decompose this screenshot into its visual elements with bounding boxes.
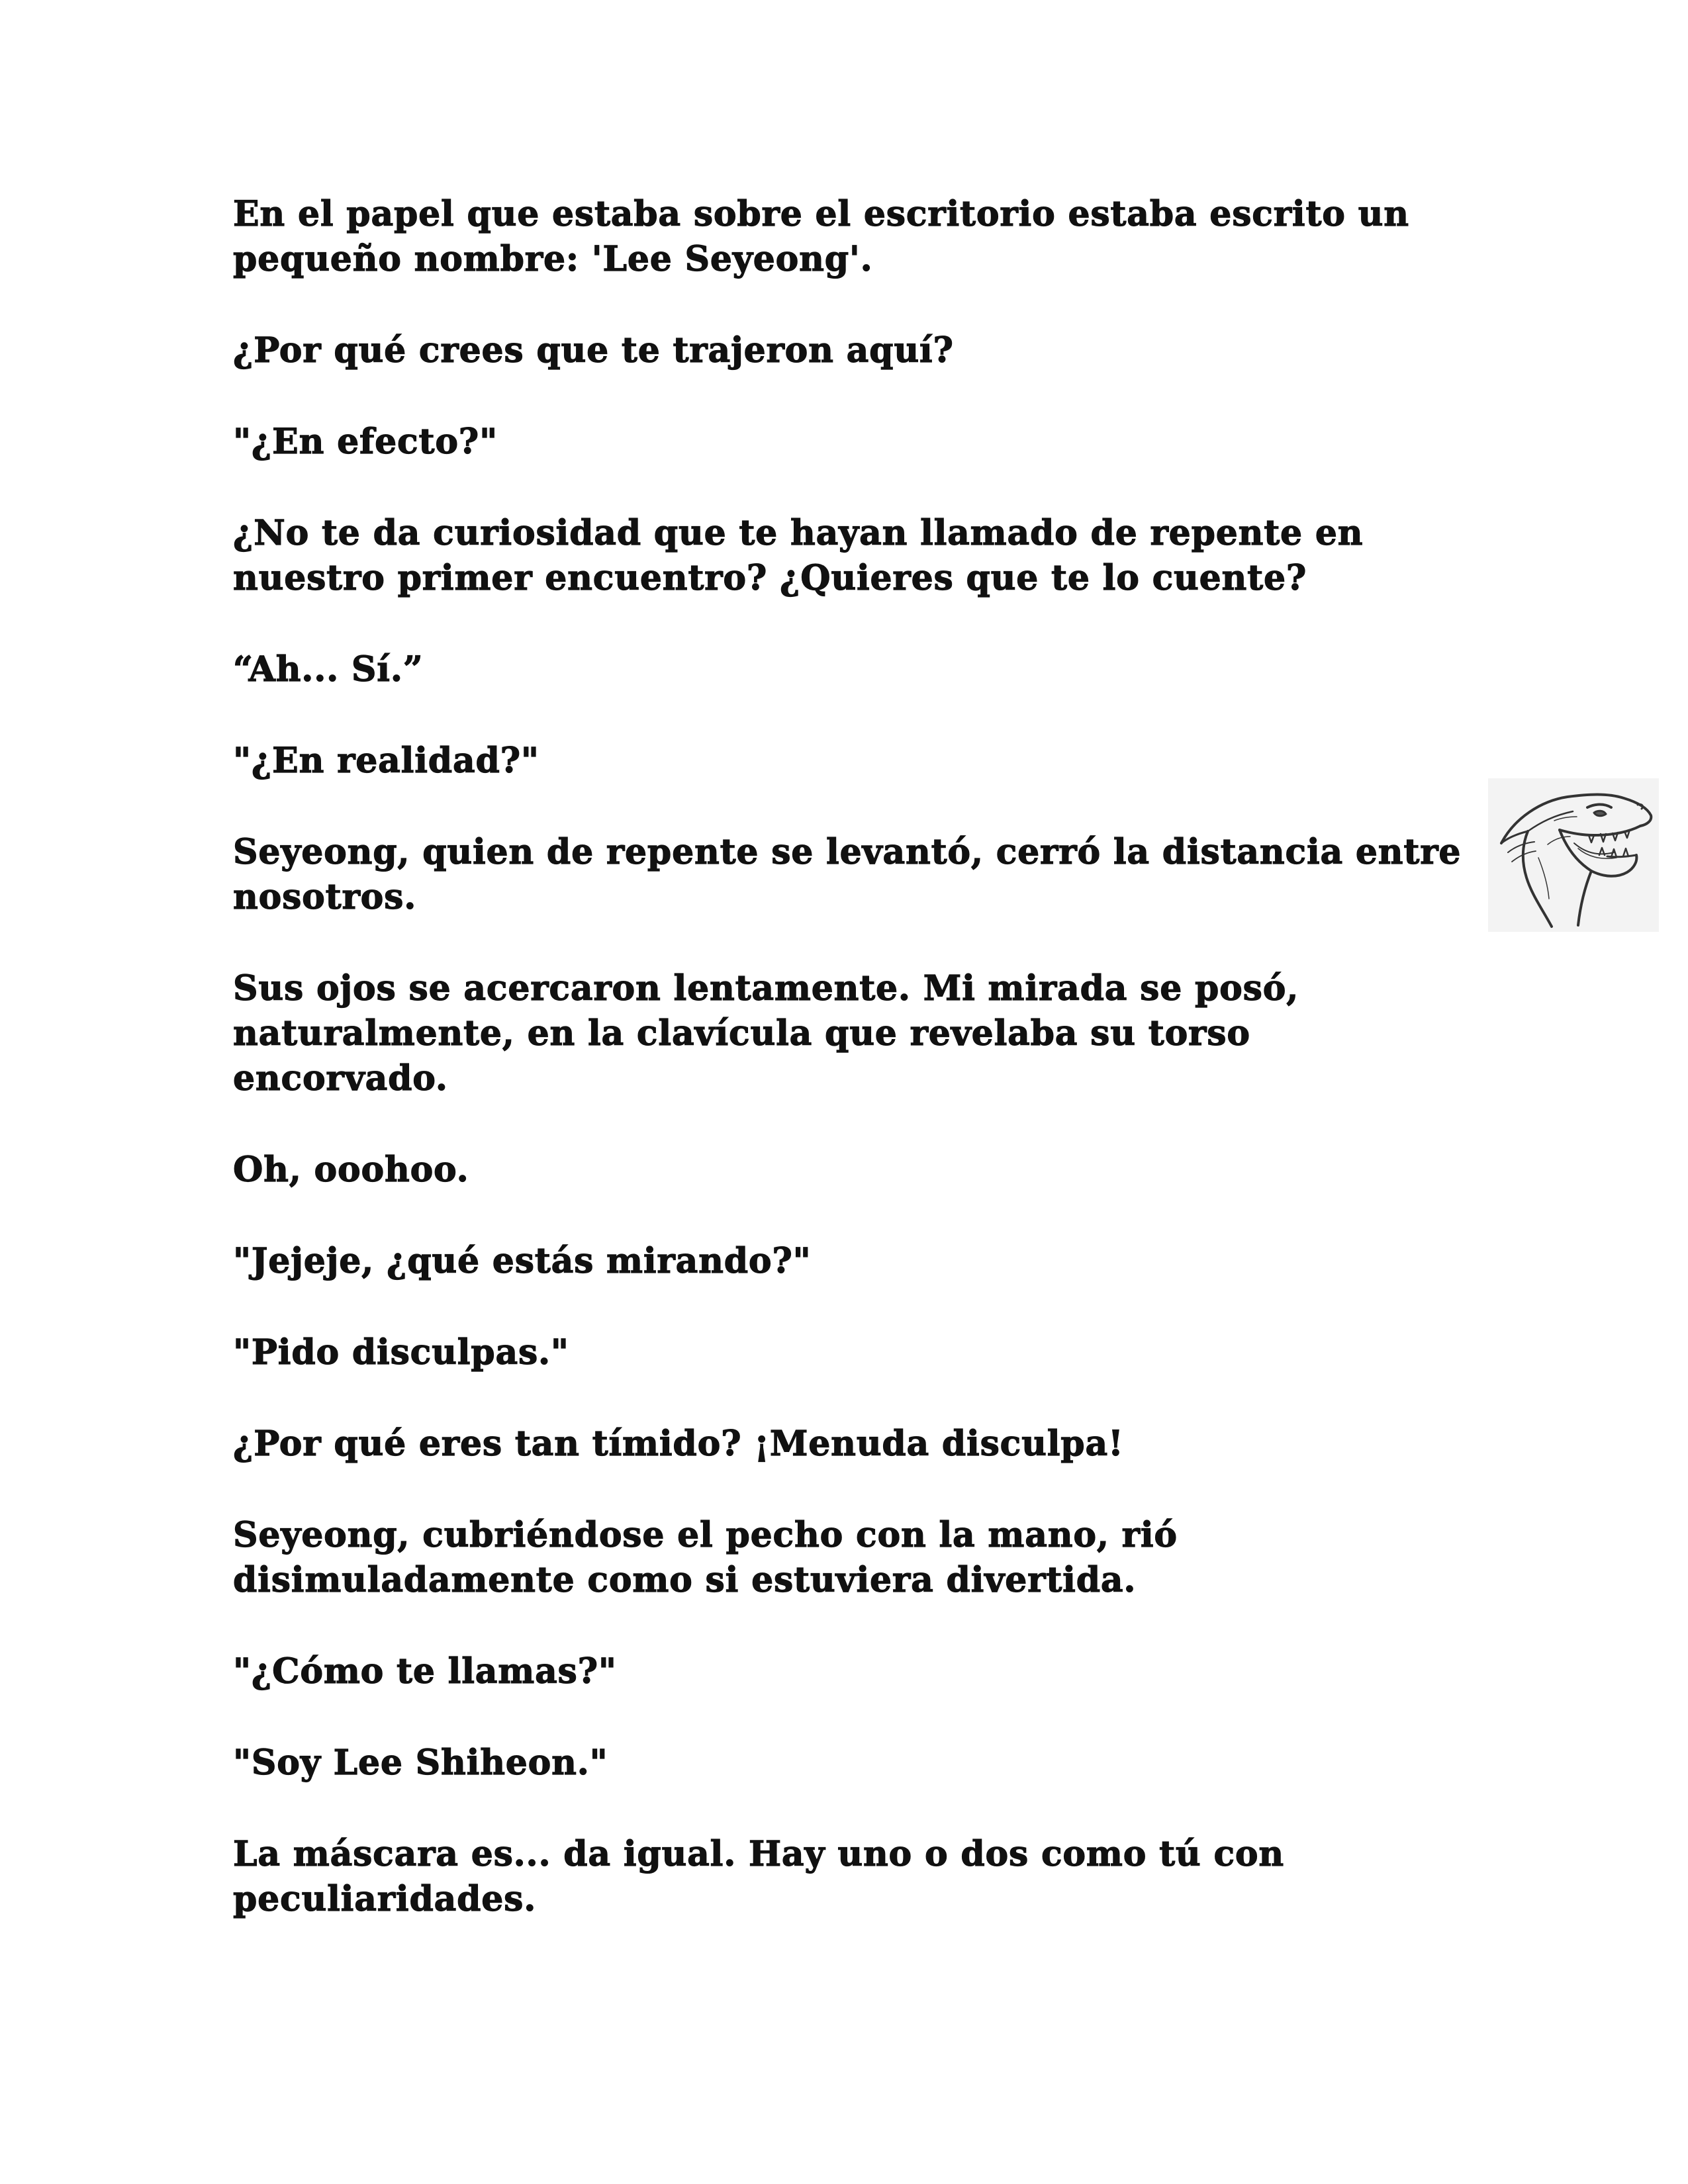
paragraph: En el papel que estaba sobre el escritorio estaba escrito un pequeño nombre: 'Lee Seyeong'. [233, 194, 1409, 279]
paragraph: La máscara es... da igual. Hay uno o dos como tú con peculiaridades. [233, 1834, 1284, 1919]
paragraph: "Pido disculpas." [233, 1332, 569, 1373]
paragraph: Seyeong, quien de repente se levantó, cerró la distancia entre nosotros. [233, 832, 1462, 917]
paragraph: "¿En realidad?" [233, 741, 539, 781]
paragraph: Sus ojos se acercaron lentamente. Mi mirada se posó, naturalmente, en la clavícula que revelaba su torso encorvado. [233, 968, 1299, 1099]
paragraph: "¿En efecto?" [233, 422, 498, 462]
paragraph: "¿Cómo te llamas?" [233, 1651, 617, 1692]
paragraph: Seyeong, cubriéndose el pecho con la mano, rió disimuladamente como si estuviera divertida. [233, 1515, 1178, 1600]
paragraph: ¿Por qué crees que te trajeron aquí? [233, 330, 954, 371]
paragraph: Oh, ooohoo. [233, 1150, 469, 1190]
paragraph: “Ah... Sí.” [233, 649, 424, 690]
paragraph: ¿Por qué eres tan tímido? ¡Menuda disculpa! [233, 1424, 1124, 1464]
paragraph: "Soy Lee Shiheon." [233, 1743, 608, 1783]
paragraph: ¿No te da curiosidad que te hayan llamado de repente en nuestro primer encuentro? ¿Quieres que te lo cuente? [233, 513, 1364, 598]
story-text [233, 192, 1464, 1968]
dinosaur-head-sketch-icon [1488, 778, 1659, 932]
paragraph: "Jejeje, ¿qué estás mirando?" [233, 1241, 812, 1281]
